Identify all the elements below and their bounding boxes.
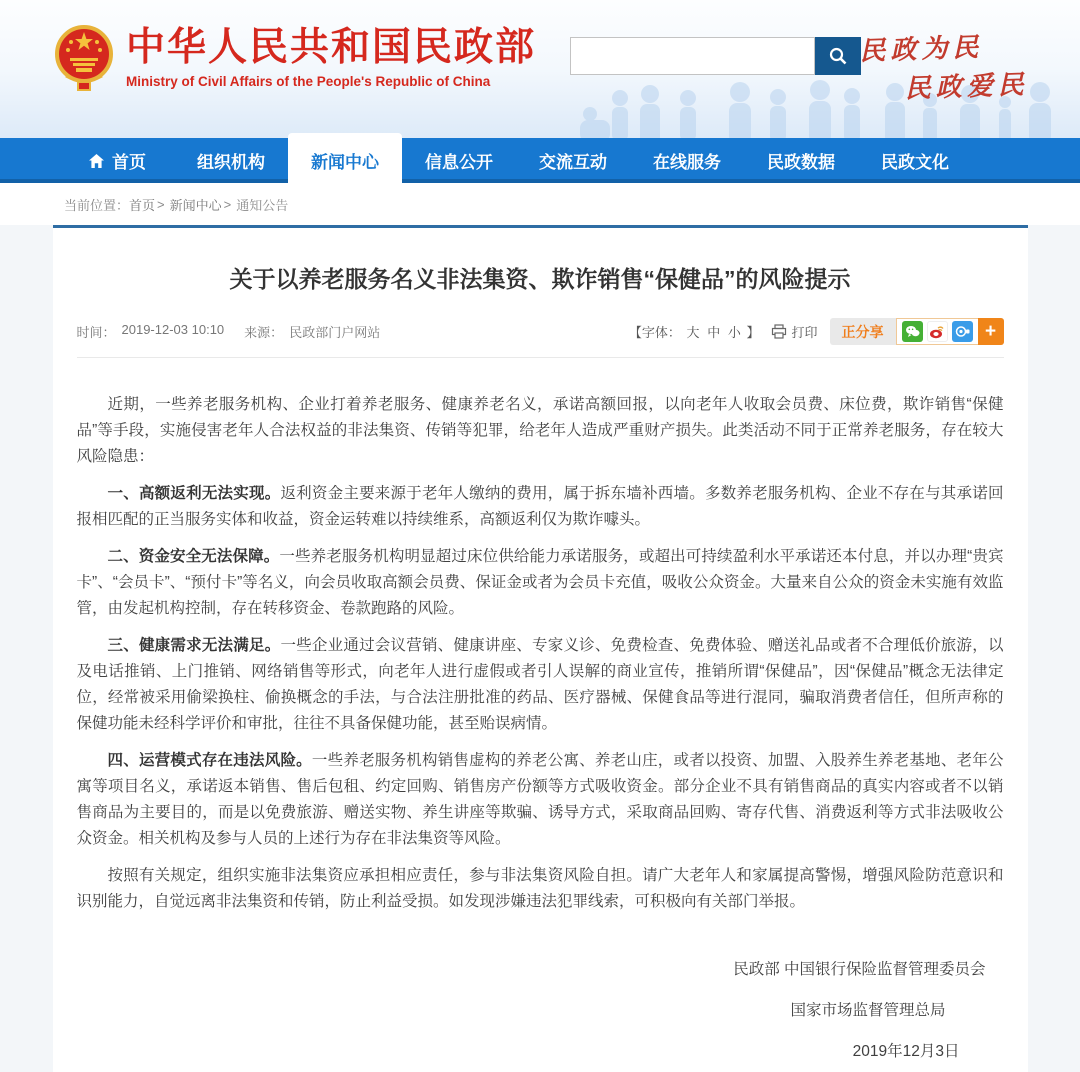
paragraph-text: 一些企业通过会议营销、健康讲座、专家义诊、免费检查、免费体验、赠送礼品或者不合理低价旅游，以及电话推销、上门推销、网络销售等形式，向老年人进行虚假或者引人误解的商业宣传，推销所谓“保健品”，因“保健品”概念无法律定位，经常被采用偷梁换柱、偷换概念的手法，与合法注册批准的药品、医疗器械、保健食品等进行混同，骗取消费者信任，但所声称的保健功能未经科学评价和审批，往往不具备保健功能，甚至贻误病情。 (76, 637, 1004, 732)
paragraph-text: 返利资金主要来源于老年人缴纳的费用，属于拆东墙补西墙。多数养老服务机构、企业不存在与其承诺回报相匹配的正当服务实体和收益，资金运转难以持续维系，高额返利仅为欺诈噱头。 (76, 485, 1004, 528)
signature-block (77, 957, 1004, 1065)
page-body (0, 225, 1080, 1072)
nav-item-label: 民政文化 (881, 153, 949, 172)
breadcrumb-current: 通知公告 (236, 197, 289, 213)
nav-item-label: 新闻中心 (311, 152, 379, 172)
weibo-share-icon[interactable] (927, 321, 948, 342)
paragraph-lead: 四、运营模式存在违法风险。 (107, 752, 312, 769)
paragraph (77, 748, 1004, 852)
signature-issuer-1: 民政部 中国银行保险监督管理委员会 (733, 961, 986, 978)
nav-item-home[interactable] (60, 138, 174, 183)
wechat-share-icon[interactable] (902, 321, 923, 342)
site-title: 中华人民共和国民政部 (126, 26, 537, 69)
time-label: 时间： (76, 325, 116, 340)
nav-item-news-center[interactable] (288, 133, 402, 187)
paragraph-text: 近期，一些养老服务机构、企业打着养老服务、健康养老名义，承诺高额回报，以向老年人收取会员费、床位费，欺诈销售“保健品”等手段，实施侵害老年人合法权益的非法集资、传销等犯罪，给老年人造成严重财产损失。此类活动不同于正常养老服务，存在较大风险隐患： (76, 396, 1004, 465)
print-label: 打印 (791, 325, 818, 340)
paragraph-text: 一些养老服务机构销售虚构的养老公寓、养老山庄，或者以投资、加盟、入股养生养老基地、老年公寓等项目名义，承诺返本销售、售后包租、约定回购、销售房产份额等方式吸收资金。部分企业不具有销售商品的真实内容或者不以销售商品为主要目的，而是以免费旅游、赠送实物、养生讲座等欺骗、诱导方式，采取商品回购、寄存代售、消费返利等方式非法吸收公众资金。相关机构及参与人员的上述行为存在非法集资等风险。 (76, 752, 1004, 847)
font-size-medium[interactable]: 中 (707, 325, 721, 340)
article-card (53, 225, 1028, 1072)
more-share-button[interactable]: + (978, 318, 1004, 345)
nav-item-label: 民政数据 (767, 153, 835, 172)
nav-item-label: 首页 (112, 153, 146, 172)
signature-issuer-2: 国家市场监督管理总局 (790, 1002, 946, 1019)
site-header (0, 0, 1080, 138)
site-logo (54, 20, 536, 102)
home-icon (88, 153, 105, 169)
nav-item-interaction[interactable] (516, 138, 630, 183)
source-value: 民政部门户网站 (289, 325, 381, 340)
national-emblem-icon (54, 20, 114, 102)
search-bar (570, 37, 861, 75)
breadcrumb-label: 当前位置： (64, 197, 130, 213)
printer-icon (771, 324, 787, 339)
article-title: 关于以养老服务名义非法集资、欺诈销售“保健品”的风险提示 (229, 266, 851, 292)
font-size-small[interactable]: 小 (727, 325, 741, 340)
paragraph-lead: 二、资金安全无法保障。 (107, 548, 280, 565)
paragraph (77, 544, 1004, 622)
paragraph (77, 392, 1004, 470)
nav-item-label: 交流互动 (539, 153, 607, 172)
font-bracket-close: 】 (746, 325, 760, 340)
nav-item-label: 组织机构 (197, 153, 265, 172)
slogan-line-2: 民政爱民 (904, 70, 1030, 105)
breadcrumb (0, 183, 1080, 225)
breadcrumb-home-link[interactable]: 首页 (129, 197, 156, 213)
signature-date: 2019年12月3日 (852, 1043, 960, 1060)
font-bracket-open: 【字体： (628, 325, 681, 340)
breadcrumb-news-link[interactable]: 新闻中心 (169, 197, 222, 213)
share-label[interactable]: 正分享 (841, 323, 884, 340)
slogan-line-1: 民政为民 (858, 32, 984, 67)
paragraph (77, 633, 1004, 737)
paragraph-lead: 三、健康需求无法满足。 (107, 637, 281, 654)
font-size-widget (629, 322, 760, 341)
video-share-icon[interactable] (952, 321, 973, 342)
source-label: 来源： (244, 325, 284, 340)
article-meta-row (77, 318, 1004, 358)
font-size-large[interactable]: 大 (686, 325, 700, 340)
print-button[interactable] (771, 322, 817, 341)
share-icons (896, 318, 978, 345)
search-button[interactable] (815, 37, 861, 75)
site-subtitle: Ministry of Civil Affairs of the People's Republic of China (126, 74, 491, 89)
nav-item-label: 信息公开 (425, 153, 493, 172)
search-icon (828, 46, 848, 66)
paragraph-text: 一些养老服务机构明显超过床位供给能力承诺服务，或超出可持续盈利水平承诺还本付息，并以办理“贵宾卡”、“会员卡”、“预付卡”等名义，向会员收取高额会员费、保证金或者为会员卡充值，吸收公众资金。大量来自公众的资金未实施有效监管，由发起机构控制，存在转移资金、卷款跑路的风险。 (76, 548, 1004, 617)
publish-time: 2019-12-03 10:10 (121, 322, 225, 337)
paragraph-text: 按照有关规定，组织实施非法集资应承担相应责任，参与非法集资风险自担。请广大老年人和家属提高警惕，增强风险防范意识和识别能力，自觉远离非法集资和传销，防止利益受损。如发现涉嫌违法犯罪线索，可积极向有关部门举报。 (76, 867, 1004, 910)
article-meta-left (77, 322, 381, 341)
search-input[interactable] (570, 37, 815, 75)
site-slogan (859, 25, 1030, 107)
paragraph-lead: 一、高额返利无法实现。 (107, 485, 281, 502)
article-body (77, 392, 1004, 915)
article-meta-right (629, 318, 1004, 345)
breadcrumb-separator: > (223, 196, 232, 212)
paragraph (77, 481, 1004, 533)
main-nav (0, 138, 1080, 183)
share-widget (830, 318, 1004, 345)
nav-item-organization[interactable] (174, 138, 288, 183)
nav-item-civil-culture[interactable] (858, 138, 972, 183)
paragraph (77, 863, 1004, 915)
nav-item-info-disclosure[interactable] (402, 138, 516, 183)
nav-item-label: 在线服务 (653, 153, 721, 172)
nav-item-civil-data[interactable] (744, 138, 858, 183)
breadcrumb-separator: > (157, 196, 165, 212)
nav-item-online-service[interactable] (630, 138, 744, 183)
